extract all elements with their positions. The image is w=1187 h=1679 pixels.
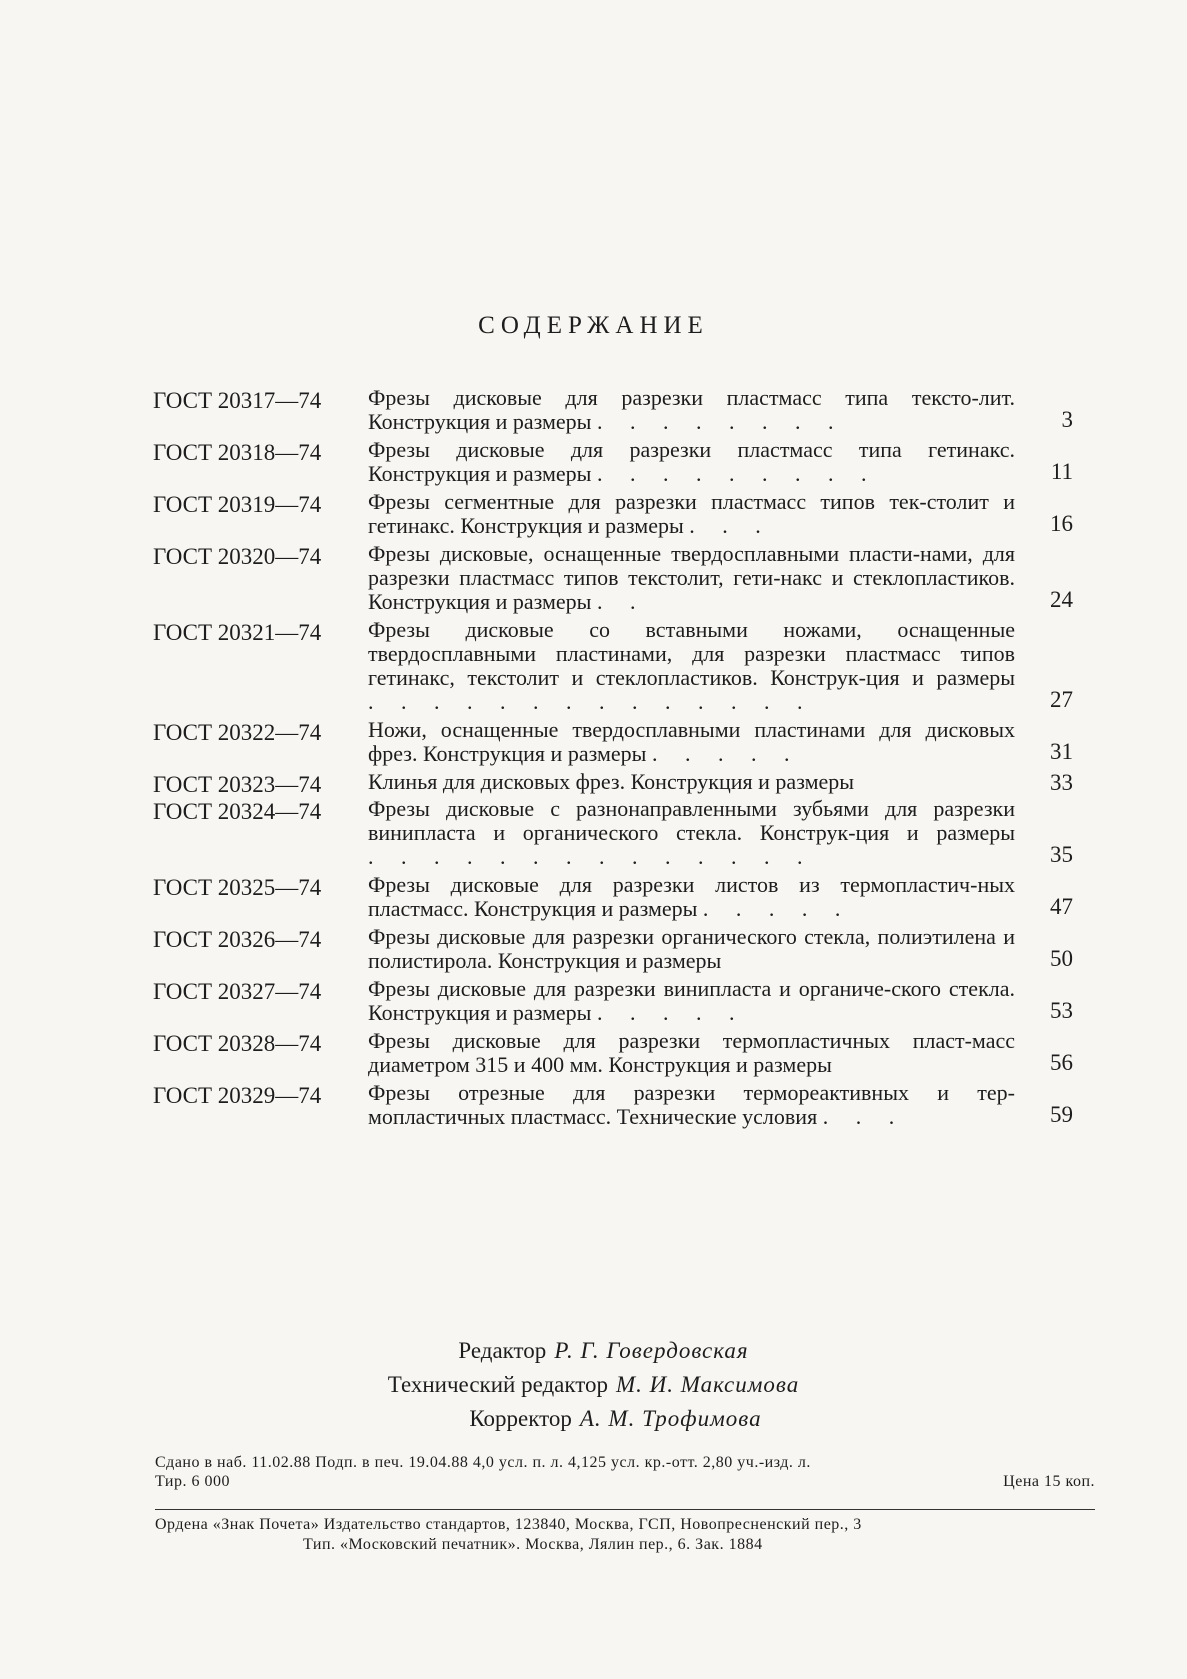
toc-page-number: 27 xyxy=(1050,687,1073,712)
toc-entry xyxy=(153,797,1073,869)
credits-block xyxy=(0,1334,1187,1436)
credit-editor: Редактор Р. Г. Говердовская xyxy=(458,1338,749,1363)
toc-entry-title: Фрезы дисковые для разрезки листов из термопластич-ных пластмасс. Конструкция и размеры . . . . . xyxy=(368,873,1015,921)
toc-standard: ГОСТ 20326—74 xyxy=(153,927,322,952)
toc-entry xyxy=(153,770,1073,797)
toc-entry-title: Фрезы дисковые для разрезки органического стекла, полиэтилена и полистирола. Конструкция и размеры xyxy=(368,925,1015,973)
tech-editor-name: М. И. Максимова xyxy=(616,1372,800,1397)
toc-entry xyxy=(153,1029,1073,1077)
publisher-line: Ордена «Знак Почета» Издательство стандартов, 123840, Москва, ГСП, Новопресненский пер., 3 xyxy=(155,1516,862,1533)
toc-entry-title: Клинья для дисковых фрез. Конструкция и размеры xyxy=(368,770,855,794)
toc-entry xyxy=(153,490,1073,538)
toc-entry xyxy=(153,386,1073,434)
toc-entry xyxy=(153,438,1073,486)
toc-page-number: 24 xyxy=(1050,587,1073,612)
dot-leader: . . . . . . . . . . . . . . xyxy=(368,689,814,714)
circulation: Тир. 6 000 xyxy=(155,1473,230,1490)
toc-page-number: 59 xyxy=(1050,1102,1073,1127)
printer-line: Тип. «Московский печатник». Москва, Лялин пер., 6. Зак. 1884 xyxy=(303,1536,763,1553)
dot-leader: . . . . . xyxy=(651,741,801,766)
toc-page-number: 11 xyxy=(1050,459,1073,484)
toc-standard: ГОСТ 20322—74 xyxy=(153,720,322,745)
dot-leader: . . . xyxy=(689,513,772,538)
toc-standard: ГОСТ 20328—74 xyxy=(153,1031,322,1056)
dot-leader: . . xyxy=(596,589,647,614)
dot-leader: . . . . . . . . . xyxy=(596,461,878,486)
toc-entry-title: Фрезы дисковые для разрезки пластмасс типа тексто-лит. Конструкция и размеры . . . . . . . . xyxy=(368,386,1015,434)
publisher-block xyxy=(155,1515,1095,1555)
toc-entry xyxy=(153,1081,1073,1129)
toc-standard: ГОСТ 20323—74 xyxy=(153,772,322,797)
toc-entry xyxy=(153,618,1073,714)
toc-standard: ГОСТ 20319—74 xyxy=(153,492,322,517)
toc-entry-title: Фрезы дисковые со вставными ножами, оснащенные твердосплавными пластинами, для разрезки пластмасс типов гетинакс, текстолит и стеклопластиков. Конструк-ция и размеры . . . . . . . . . . . . . . xyxy=(368,618,1015,714)
dot-leader: . . . . . . . . . . . . . . xyxy=(368,844,814,869)
dot-leader: . . . . . xyxy=(596,1000,746,1025)
toc-page-number: 50 xyxy=(1050,946,1073,971)
dot-leader: . . . . . . . . xyxy=(596,409,845,434)
toc-standard: ГОСТ 20324—74 xyxy=(153,799,322,824)
dot-leader: . . . xyxy=(822,1104,906,1129)
corrector-name: А. М. Трофимова xyxy=(579,1406,762,1431)
imprint-circulation-row xyxy=(155,1472,1095,1491)
toc-page-number: 31 xyxy=(1050,739,1073,764)
toc-entry-title: Фрезы дисковые для разрезки винипласта и органиче-ского стекла. Конструкция и размеры . . . . . xyxy=(368,977,1015,1025)
toc-entry-title: Фрезы отрезные для разрезки термореактивных и тер-мопластичных пластмасс. Технические условия . . . xyxy=(368,1081,1015,1129)
editor-name: Р. Г. Говердовская xyxy=(554,1338,749,1363)
toc-page-number: 56 xyxy=(1050,1050,1073,1075)
toc-page-number: 35 xyxy=(1050,842,1073,867)
toc-page-number: 33 xyxy=(1050,770,1073,795)
toc-entry-title: Ножи, оснащенные твердосплавными пластинами для дисковых фрез. Конструкция и размеры . . . . . xyxy=(368,718,1015,766)
toc-entry-title: Фрезы дисковые для разрезки пластмасс типа гетинакс. Конструкция и размеры . . . . . . . . . xyxy=(368,438,1015,486)
toc-standard: ГОСТ 20317—74 xyxy=(153,388,322,413)
credit-tech-editor: Технический редактор М. И. Максимова xyxy=(387,1372,800,1397)
imprint-block xyxy=(155,1453,1095,1491)
toc-page-number: 53 xyxy=(1050,998,1073,1023)
toc-entry-title: Фрезы дисковые, оснащенные твердосплавными пласти-нами, для разрезки пластмасс типов текстолит, гети-накс и стеклопластиков. Конструкция и размеры . . xyxy=(368,542,1015,614)
toc-entry-title: Фрезы сегментные для разрезки пластмасс типов тек-столит и гетинакс. Конструкция и размеры . . . xyxy=(368,490,1015,538)
toc-entry-title: Фрезы дисковые для разрезки термопластичных пласт-масс диаметром 315 и 400 мм. Конструкция и размеры xyxy=(368,1029,1015,1077)
toc-entry-title: Фрезы дисковые с разнонаправленными зубьями для разрезки винипласта и органического стекла. Конструк-ция и размеры . . . . . . . . . . . . . . xyxy=(368,797,1015,869)
toc-list xyxy=(153,386,1073,1133)
toc-standard: ГОСТ 20327—74 xyxy=(153,979,322,1004)
toc-standard: ГОСТ 20318—74 xyxy=(153,440,322,465)
toc-entry xyxy=(153,542,1073,614)
toc-entry xyxy=(153,977,1073,1025)
toc-standard: ГОСТ 20325—74 xyxy=(153,875,322,900)
toc-page-number: 16 xyxy=(1050,511,1073,536)
toc-standard: ГОСТ 20329—74 xyxy=(153,1083,322,1108)
toc-title: СОДЕРЖАНИЕ xyxy=(478,312,709,339)
toc-entry xyxy=(153,925,1073,973)
imprint-dates: Сдано в наб. 11.02.88 Подп. в печ. 19.04.88 4,0 усл. п. л. 4,125 усл. кр.-отт. 2,80 уч.-изд. л. xyxy=(155,1454,811,1471)
toc-page-number: 47 xyxy=(1050,894,1073,919)
toc-standard: ГОСТ 20321—74 xyxy=(153,620,322,645)
toc-standard: ГОСТ 20320—74 xyxy=(153,544,322,569)
dot-leader: . . . . . xyxy=(702,896,852,921)
toc-entry xyxy=(153,873,1073,921)
toc-page-number: 3 xyxy=(1061,407,1073,432)
divider xyxy=(155,1509,1095,1510)
toc-entry xyxy=(153,718,1073,766)
price: Цена 15 коп. xyxy=(1003,1473,1095,1490)
credit-corrector: Корректор А. М. Трофимова xyxy=(469,1406,762,1431)
